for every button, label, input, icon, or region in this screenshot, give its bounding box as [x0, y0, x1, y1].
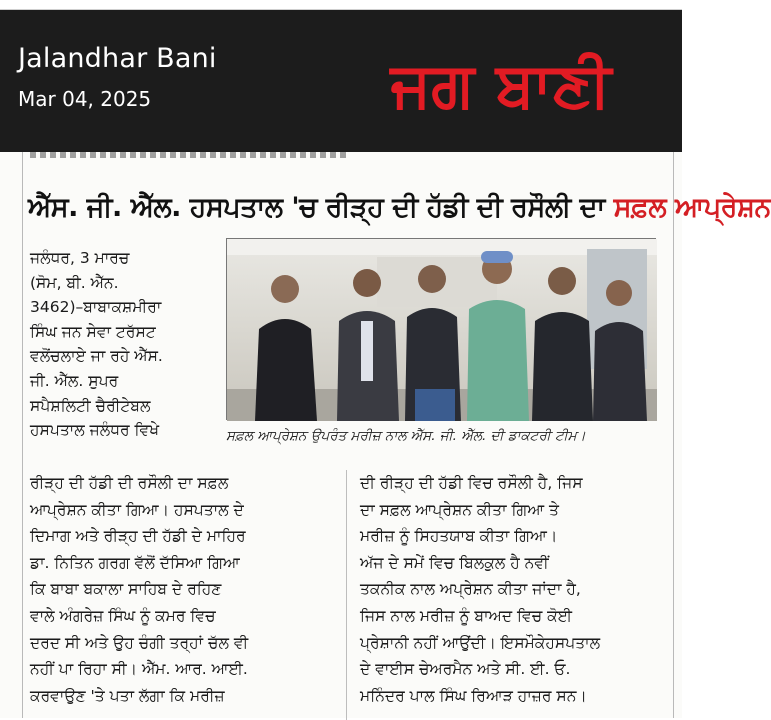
text-line: ਨਹੀਂ ਪਾ ਰਿਹਾ ਸੀ। ਐੱਮ. ਆਰ. ਆਈ.	[30, 660, 248, 679]
text-line: ਹਸਪਤਾਲ ਜਲੰਧਰ ਵਿਖੇ	[30, 421, 160, 440]
text-line: ਵਲੋਂਚਲਾਏ ਜਾ ਰਹੇ ਐੱਸ.	[30, 347, 163, 366]
logo-text: ਜਗ ਬਾਣੀ	[390, 48, 612, 121]
photo-caption: ਸਫ਼ਲ ਆਪ੍ਰੇਸ਼ਨ ਉਪਰੰਤ ਮਰੀਜ਼ ਨਾਲ ਐੱਸ. ਜੀ. ਐੱਲ. ਦੀ ਡਾਕਟਰੀ ਟੀਮ।	[226, 428, 586, 444]
article-column-right	[360, 470, 658, 709]
text-line: 3462)–ਬਾਬਾਕਸ਼ਮੀਰਾ	[30, 298, 162, 317]
cut-text-fragment	[30, 152, 350, 158]
text-line: ਆਪ੍ਰੇਸ਼ਨ ਕੀਤਾ ਗਿਆ। ਹਸਪਤਾਲ ਦੇ	[30, 500, 244, 519]
text-line: ਦਰਦ ਸੀ ਅਤੇ ਉਹ ਚੰਗੀ ਤਰ੍ਹਾਂ ਚੱਲ ਵੀ	[30, 633, 249, 652]
headline-main: ਐੱਸ. ਜੀ. ਐੱਲ. ਹਸਪਤਾਲ 'ਚ ਰੀੜ੍ਹ ਦੀ ਹੱਡੀ ਦੀ ਰਸੌਲੀ ਦਾ	[28, 192, 614, 223]
article-column-left-bottom	[30, 470, 330, 709]
text-line: ਡਾ. ਨਿਤਿਨ ਗਰਗ ਵੱਲੋਂ ਦੱਸਿਆ ਗਿਆ	[30, 553, 240, 572]
text-line: (ਸੋਮ, ਬੀ. ਐੱਨ.	[30, 273, 119, 292]
text-line: ਦਾ ਸਫ਼ਲ ਆਪ੍ਰੇਸ਼ਨ ਕੀਤਾ ਗਿਆ ਤੇ	[360, 500, 559, 519]
clip-border-right	[673, 152, 674, 718]
jagbani-logo	[346, 38, 656, 128]
status-strip	[0, 0, 682, 10]
publication-name: Jalandhar Bani	[18, 43, 217, 74]
team-photo-illustration	[227, 239, 657, 421]
text-line: ਦੇ ਵਾਈਸ ਚੇਅਰਮੈਨ ਅਤੇ ਸੀ. ਈ. ਓ.	[360, 660, 571, 679]
text-line: ਰੀੜ੍ਹ ਦੀ ਹੱਡੀ ਦੀ ਰਸੌਲੀ ਦਾ ਸਫ਼ਲ	[30, 474, 229, 492]
text-line: ਕਰਵਾਉਣ 'ਤੇ ਪਤਾ ਲੱਗਾ ਕਿ ਮਰੀਜ਼	[30, 686, 225, 705]
team-photo	[226, 238, 656, 420]
text-line: ਜਲੰਧਰ, 3 ਮਾਰਚ	[30, 249, 130, 267]
publication-header	[0, 10, 682, 152]
article-headline	[28, 188, 771, 228]
text-line: ਮਰੀਜ਼ ਨੂੰ ਸਿਹਤਯਾਬ ਕੀਤਾ ਗਿਆ।	[360, 527, 558, 546]
article-column-left-top	[30, 246, 220, 443]
headline-accent: ਸਫ਼ਲ ਆਪ੍ਰੇਸ਼ਨ	[613, 192, 771, 223]
text-line: ਕਿ ਬਾਬਾ ਬਕਾਲਾ ਸਾਹਿਬ ਦੇ ਰਹਿਣ	[30, 580, 222, 599]
text-line: ਵਾਲੇ ਅੰਗਰੇਜ਼ ਸਿੰਘ ਨੂੰ ਕਮਰ ਵਿਚ	[30, 606, 216, 625]
column-divider	[346, 470, 347, 720]
text-line: ਦਿਮਾਗ ਅਤੇ ਰੀੜ੍ਹ ਦੀ ਹੱਡੀ ਦੇ ਮਾਹਿਰ	[30, 527, 246, 546]
text-line: ਜੀ. ਐੱਲ. ਸੁਪਰ	[30, 371, 119, 390]
publication-date: Mar 04, 2025	[18, 87, 152, 111]
text-line: ਮਨਿੰਦਰ ਪਾਲ ਸਿੰਘ ਰਿਆੜ ਹਾਜ਼ਰ ਸਨ।	[360, 686, 587, 705]
text-line: ਜਿਸ ਨਾਲ ਮਰੀਜ਼ ਨੂੰ ਬਾਅਦ ਵਿਚ ਕੋਈ	[360, 606, 573, 625]
text-line: ਪ੍ਰੇਸ਼ਾਨੀ ਨਹੀਂ ਆਉਂਦੀ। ਇਸਮੌਕੇਹਸਪਤਾਲ	[360, 633, 601, 652]
text-line: ਦੀ ਰੀੜ੍ਹ ਦੀ ਹੱਡੀ ਵਿਚ ਰਸੌਲੀ ਹੈ, ਜਿਸ	[360, 474, 583, 492]
text-line: ਸਪੈਸ਼ਲਿਟੀ ਚੈਰੀਟੇਬਲ	[30, 396, 151, 415]
newspaper-clipping	[0, 152, 771, 718]
clip-border-left	[22, 152, 23, 718]
text-line: ਤਕਨੀਕ ਨਾਲ ਅਪ੍ਰੇਸ਼ਨ ਕੀਤਾ ਜਾਂਦਾ ਹੈ,	[360, 580, 581, 599]
text-line: ਸਿੰਘ ਜਨ ਸੇਵਾ ਟਰੱਸਟ	[30, 322, 156, 341]
text-line: ਅੱਜ ਦੇ ਸਮੇਂ ਵਿਚ ਬਿਲਕੁਲ ਹੈ ਨਵੀਂ	[360, 553, 549, 572]
